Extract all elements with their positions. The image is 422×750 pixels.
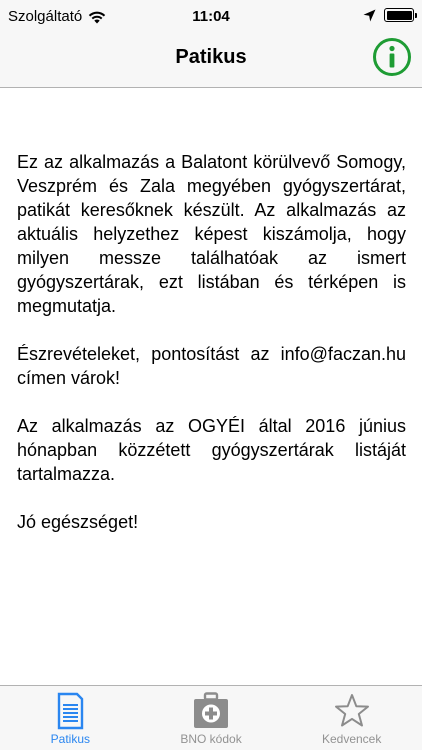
tab-patikus[interactable] [0, 686, 141, 750]
navigation-bar [0, 36, 422, 88]
tab-label-patikus: Patikus [50, 732, 91, 746]
battery-fill [387, 11, 412, 20]
status-bar [0, 0, 422, 36]
star-icon [332, 692, 372, 730]
carrier-name: Szolgáltató [8, 8, 83, 25]
about-paragraph-contact: Észrevételeket, pontosítást az info@faczan.hu címen várok! [17, 344, 406, 388]
about-paragraph-greeting: Jó egészséget! [17, 512, 139, 532]
tab-bar [0, 685, 422, 750]
tab-label-bno-kodok: BNO kódok [180, 732, 242, 746]
page-title: Patikus [175, 46, 247, 68]
status-right-group [363, 8, 414, 22]
document-icon [50, 692, 90, 730]
tab-bno-kodok[interactable] [141, 686, 282, 750]
about-paragraph-description: Ez az alkalmazás a Balatont körülvevő Somogy, Veszprém és Zala megyében gyógyszertárat, patikát keresőknek készült. Az alkalmazás az aktuális helyzethez képest kiszámolja, hogy milyen messze találhatóak az ismert gyógyszertárak, ezt listában és térképen is megmutatja. [17, 152, 406, 316]
tab-label-kedvencek: Kedvencek [321, 732, 382, 746]
first-aid-kit-icon [191, 692, 231, 730]
battery-icon [384, 8, 414, 22]
about-text [17, 150, 406, 558]
tab-kedvencek[interactable] [281, 686, 422, 750]
about-paragraph-source: Az alkalmazás az OGYÉI által 2016 június hónapban közzétett gyógyszertárak listáját tartalmazza. [17, 416, 406, 484]
info-circle-icon[interactable] [372, 37, 412, 77]
location-arrow-icon [363, 9, 376, 22]
status-time: 11:04 [192, 8, 230, 25]
